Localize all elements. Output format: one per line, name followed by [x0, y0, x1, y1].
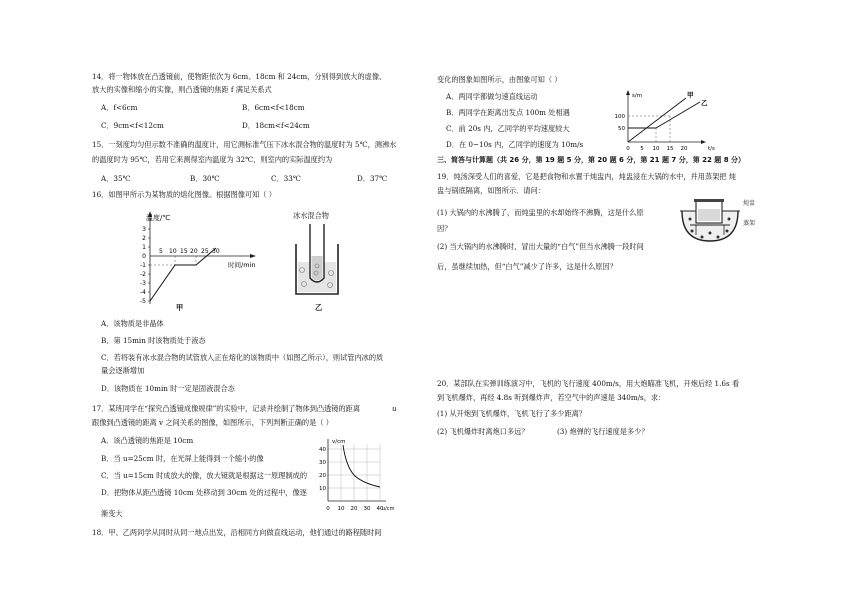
beaker-label: 冰水混合物: [293, 211, 329, 220]
melting-ytick: 1: [142, 244, 146, 251]
melting-ytick: -1: [140, 262, 146, 269]
q15-option-d: D．37℃: [357, 174, 388, 183]
uv-xtick: 10: [337, 506, 345, 512]
q14-line1: 14．将一物体放在凸透镜前，使物距依次为 6cm、18cm 和 24cm，分别得到放大的虚像、: [92, 72, 387, 81]
q17-option-a: A．该凸透镜的焦距是 10cm: [101, 436, 194, 445]
q18-option-d: D．在 0~10s 内，乙同学的速度为 10m/s: [446, 140, 584, 149]
q14-option-a: A．f<6cm: [101, 103, 138, 112]
q17-u-mark: u: [392, 404, 397, 413]
caption-jia: 甲: [176, 303, 184, 312]
beaker-figure: [292, 222, 342, 298]
melting-ytick: -2: [140, 271, 146, 278]
melting-graph-ylabel: 温度/℃: [146, 214, 171, 222]
q14-option-b: B．6cm<f<18cm: [242, 103, 305, 112]
q15-option-c: C．33℃: [271, 174, 301, 183]
q17-option-d-cont: 渐变大: [101, 509, 123, 518]
melting-xtick: 25: [201, 248, 209, 255]
q14-option-c: C．9cm<f<12cm: [101, 121, 164, 130]
q19-sub2: (2) 当大锅内的水沸腾时，冒出大量的“白气”但当水沸腾一段时间: [437, 242, 644, 251]
q17-line1: 17．某班同学在“探究凸透镜成像规律”的实验中，记录并绘制了物体到凸透镜的距离: [92, 404, 361, 413]
melting-xtick: 20: [190, 248, 198, 255]
melting-ytick: -5: [140, 298, 146, 305]
melting-xtick: 5: [159, 248, 163, 255]
q14-line2: 放大的实像和缩小的实像，则凸透镜的焦距 f 满足关系式: [92, 85, 272, 94]
st-x-arrow: [701, 140, 706, 144]
st-xtick: 10: [652, 146, 660, 152]
q16-option-a: A．该物质是非晶体: [101, 319, 164, 328]
melting-ytick: -3: [140, 280, 146, 287]
melting-xtick: 10: [169, 248, 177, 255]
uv-ytick: 40: [319, 447, 326, 453]
uv-graph: [314, 436, 396, 516]
st-graph-ylabel: s/m: [632, 93, 643, 99]
melting-xtick: 30: [212, 248, 220, 255]
q19-line1: 19．炖汤深受人们的喜爱，它是把食物和水置于炖盅内，炖盅浸在大锅的水中，并用蒸架把 炖: [437, 172, 736, 181]
uv-graph-ylabel: v/cm: [332, 439, 346, 445]
q16-option-b: B．第 15min 时该物质处于液态: [101, 336, 206, 345]
melting-graph-xlabel: 时间/min: [228, 261, 256, 269]
st-y-arrow: [626, 90, 630, 95]
q16-option-d: D．该物质在 10min 时一定是固液混合态: [101, 384, 235, 393]
melting-ytick: 2: [142, 235, 146, 242]
st-xtick: 15: [666, 146, 674, 152]
q15-option-b: B．30℃: [190, 174, 220, 183]
q15-line1: 15．一刻度均匀但示数不准确的温度计，用它测标准气压下冰水混合物的温度时为 5℃，测沸水: [92, 140, 397, 149]
uv-graph-xlabel: u/cm: [382, 506, 395, 512]
q20-line1: 20．某部队在实弹训练演习中，飞机的飞行速度 400m/s，用大炮瞄准飞机，开炮后经 1.6s 看: [437, 379, 740, 388]
st-ytick: 100: [614, 114, 625, 120]
q16-option-c: C．若将装有冰水混合物的试管放入正在熔化的该物质中（如图乙所示），则试管内冰的质: [101, 353, 384, 362]
q20-sub1: (1) 从开炮到飞机爆炸，飞机飞行了多少距离？: [437, 409, 587, 418]
uv-xtick: 40: [376, 506, 384, 512]
section-3-heading: 三、简答与计算题（共 26 分，第 19 题 5 分，第 20 题 6 分，第 21 题 7 分，第 22 题 8 分）: [437, 156, 746, 164]
q18-line1: 18．甲、乙两同学从同时从同一地点出发，沿相同方向做直线运动，他们通过的路程随时间: [92, 528, 382, 537]
q17-option-b: B．当 u=25cm 时，在光屏上能得到一个缩小的像: [101, 454, 264, 463]
q17-option-d: D．把物体从距凸透镜 10cm 处移动到 30cm 处的过程中，像逐: [101, 488, 307, 497]
q18-option-b: B．两同学在距离出发点 100m 处相遇: [446, 108, 570, 117]
q19-line2: 盅与锅底隔离，如图所示．请问：: [437, 186, 545, 195]
q19-sub1-cont: 因？: [437, 224, 452, 233]
q20-sub3: (3) 炮弹的飞行速度是多少？: [557, 427, 649, 436]
melting-ytick: -4: [140, 289, 146, 296]
uv-xtick: 30: [363, 506, 371, 512]
stew-bowl-lid: [694, 199, 724, 202]
label-stew-bowl: 炖盅: [743, 200, 756, 207]
st-graph-xlabel: t/s: [708, 146, 715, 152]
st-label-yi: 乙: [701, 99, 708, 107]
melting-xtick: 15: [180, 248, 188, 255]
q18-option-a: A．两同学都做匀速直线运动: [446, 92, 538, 101]
q20-sub2: (2) 飞机爆炸时离炮口多远？: [437, 427, 529, 436]
uv-ytick: 30: [319, 460, 326, 466]
q15-line2: 的温度时为 95℃，若用它来测得室内温度为 32℃，则室内的实际温度约为: [92, 155, 333, 164]
stew-pot-figure: [680, 195, 740, 243]
uv-xtick: 20: [350, 506, 358, 512]
melting-x-arrow: [250, 254, 256, 258]
melting-ytick: 0: [142, 253, 146, 260]
q17-option-c: C．当 u=15cm 时成放大的像，放大镜就是根据这一原理制成的: [101, 471, 308, 480]
melting-graph: [128, 208, 268, 310]
uv-curve: [343, 445, 380, 487]
st-line-jia: [628, 98, 686, 142]
uv-ytick: 10: [319, 486, 326, 492]
st-xtick: 20: [680, 146, 688, 152]
uv-ytick: 20: [319, 473, 326, 479]
q15-option-a: A．35℃: [101, 174, 131, 183]
label-steam-rack: 蒸架: [743, 220, 756, 227]
q19-sub2-cont: 后，虽继续加热，但“白气”减少了许多，这是什么原因？: [437, 262, 617, 271]
q20-line2: 到飞机爆炸，再经 4.8s 听到爆炸声，若空气中的声速是 340m/s，求：: [437, 393, 666, 402]
caption-yi: 乙: [315, 303, 323, 312]
q17-line2: 跟像到凸透镜的距离 v 之间关系的图像，如图所示，下列判断正确的是（ ）: [92, 418, 333, 427]
q19-sub1: (1) 大锅内的水沸腾了，而炖盅里的水却始终不沸腾，这是什么原: [437, 208, 644, 217]
st-label-jia: 甲: [687, 91, 694, 99]
st-ytick: 50: [618, 126, 625, 132]
st-graph: [612, 88, 720, 156]
st-xtick: 0: [626, 146, 630, 152]
q18-option-c: C．前 20s 内，乙同学的平均速度较大: [446, 124, 570, 133]
uv-xtick: 0: [326, 506, 330, 512]
q16-stem: 16．如图甲所示为某物质的熔化图像。根据图像可知（ ）: [92, 190, 276, 199]
q16-option-c-cont: 量会逐渐增加: [101, 366, 145, 375]
melting-ytick: 3: [142, 226, 146, 233]
st-xtick: 5: [640, 146, 644, 152]
q18-line2: 变化的图象如图所示，由图象可知（ ）: [437, 75, 562, 84]
q14-option-d: D．18cm<f<24cm: [242, 121, 310, 130]
